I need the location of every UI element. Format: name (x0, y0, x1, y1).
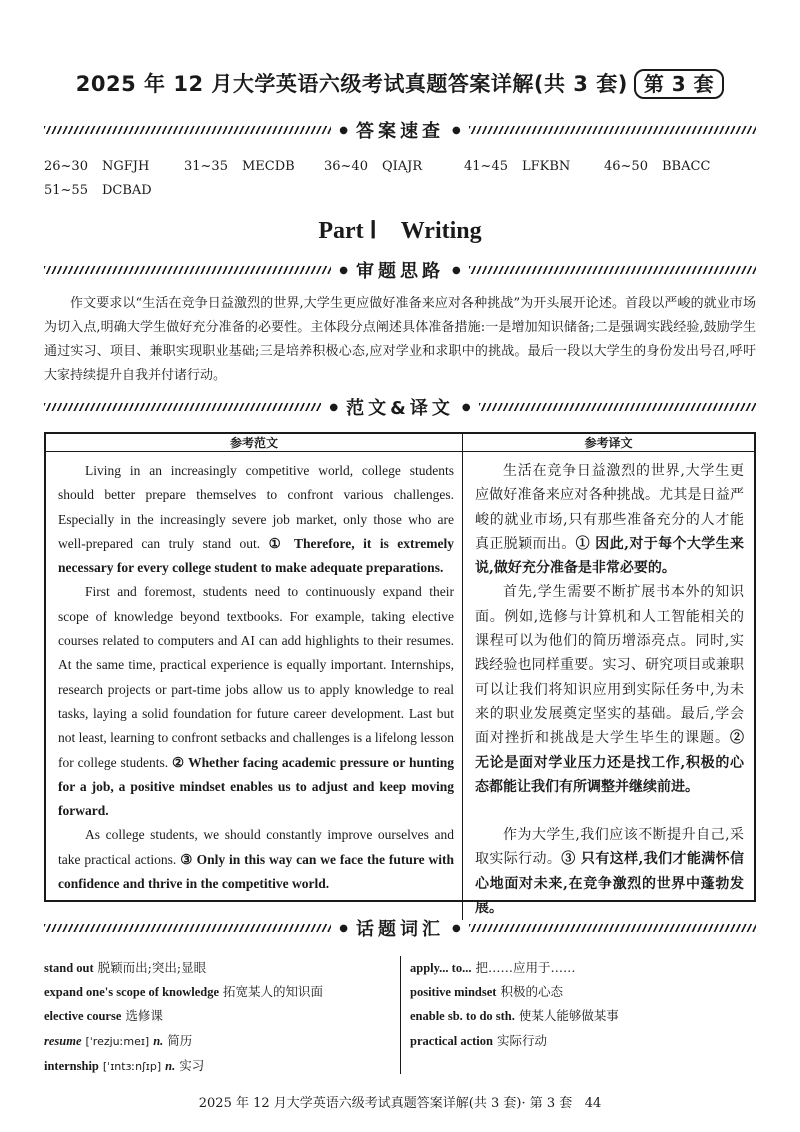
hatch-divider (44, 266, 331, 274)
vocab-item (44, 980, 399, 1004)
translation-paragraph-1 (475, 459, 744, 580)
vocab-phonetic: [ˈɪntɜːnʃɪp] (102, 1059, 162, 1073)
vocab-item (410, 1004, 756, 1028)
essay-text: Living in an increasingly competitive world, college students should better prepare themselves to confront various challenges. Especially in the increasingly severe job market, only those who are well-prepared can truly stand out. (58, 463, 454, 551)
answer-letters: NGFJH (102, 159, 150, 174)
essay-paragraph-2 (58, 580, 454, 823)
part-title: Part Ⅰ Writing (318, 218, 482, 244)
vocab-term: positive mindset (410, 985, 497, 1000)
answer-group (44, 155, 184, 179)
hatch-divider (469, 924, 756, 932)
section-header-essay (44, 395, 756, 419)
vocab-item (410, 956, 756, 980)
section-title-essay: 范文&译文 (346, 398, 454, 419)
vocab-meaning: 实际行动 (496, 1032, 547, 1048)
essay-table (44, 432, 756, 917)
vocab-item (44, 1029, 399, 1054)
highlight-translation-3: ③ 只有这样,我们才能满怀信心地面对未来,在竞争激烈的世界中蓬勃发展。 (475, 851, 745, 917)
answer-group (324, 155, 464, 179)
bullet-dot-icon: ● (452, 922, 461, 934)
vocab-meaning: 把……应用于…… (475, 960, 576, 975)
vocab-term: resume (44, 1033, 82, 1048)
answer-range: 46~50 (604, 159, 648, 174)
highlight-sentence-1: ① Therefore, it is extremely necessary for every college student to make adequate preparations. (58, 535, 455, 576)
page-footer (0, 1092, 800, 1111)
bullet-dot-icon: ● (452, 124, 461, 136)
essay-text: As college students, we should constantly improve ourselves and take practical actions. (58, 827, 454, 867)
vocab-meaning: 积极的心态 (500, 984, 563, 1000)
answer-range: 41~45 (464, 159, 508, 174)
translation-paragraph-3 (475, 823, 744, 920)
section-header-answers (44, 118, 756, 142)
vocab-meaning: 使某人能够做某事 (518, 1008, 619, 1024)
hatch-divider (44, 924, 331, 932)
vocab-item (410, 1029, 756, 1053)
vocab-divider (400, 956, 401, 1074)
bullet-dot-icon: ● (452, 264, 461, 276)
translation-paragraph-2 (475, 580, 744, 799)
footer-text: 2025 年 12 月大学英语六级考试真题答案详解(共 3 套)· 第 3 套 (198, 1096, 573, 1111)
vocab-term: practical action (410, 1033, 493, 1048)
bullet-dot-icon: ● (461, 401, 471, 413)
essay-text: First and foremost, students need to continuously expand their scope of knowledge beyond textbooks. For example, taking elective courses related to computers and AI can add highlights to their resumes. At the same time, practical experience is equally important. Internships, research projects or part-time jobs allow us to apply knowledge to real tasks, laying a solid foundation for future career development. Last but not least, learning to confront setbacks and challenges is a lifelong lesson for college students. (58, 584, 454, 770)
vocab-meaning: 实习 (179, 1057, 205, 1073)
vocab-term: internship (44, 1058, 99, 1073)
bullet-dot-icon: ● (339, 922, 348, 934)
vocab-pos: n. (165, 1058, 176, 1073)
vocab-term: elective course (44, 1009, 122, 1024)
vocab-meaning: 选修课 (125, 1008, 163, 1024)
section-title-analysis: 审题思路 (356, 261, 444, 282)
page-number: 44 (584, 1096, 602, 1111)
answer-group (604, 155, 744, 179)
translation-text: 生活在竞争日益激烈的世界,大学生更应做好准备来应对各种挑战。尤其是日益严峻的就业市场,只有那些准备充分的人才能真正脱颖而出。 (475, 463, 744, 552)
document-title: 2025 年 12 月大学英语六级考试真题答案详解(共 3 套) (75, 72, 628, 96)
table-body (46, 452, 754, 920)
answer-range: 26~30 (44, 159, 88, 174)
bullet-dot-icon: ● (329, 401, 339, 413)
vocab-item (44, 1004, 399, 1028)
vocab-meaning: 脱颖而出;突出;显眼 (97, 960, 207, 975)
highlight-translation-2: ② 无论是面对学业压力还是找工作,积极的心态都能让我们有所调整并继续前进。 (475, 730, 744, 795)
translation-text: 首先,学生需要不断扩展书本外的知识面。例如,选修与计算机和人工智能相关的课程可以为他们的简历增添亮点。同时,实践经验也同样重要。实习、研究项目或兼职可以让我们将知识应用到实际任务中,为未来的职业发展奠定坚实的基础。最后,学会面对挫折和挑战是大学生毕生的课题。 (475, 584, 744, 747)
translation-cell (463, 452, 754, 920)
vocab-meaning: 简历 (167, 1032, 193, 1048)
highlight-sentence-2: ② Whether facing academic pressure or hunting for a job, a positive mindset enables us to adjust and keep moving forward. (58, 754, 454, 819)
vocab-term: expand one's scope of knowledge (44, 985, 220, 1000)
section-title-answers: 答案速查 (356, 121, 444, 142)
vocab-list-left (44, 956, 399, 1079)
essay-paragraph-1 (58, 459, 454, 580)
hatch-divider (44, 126, 331, 134)
section-title-vocab: 话题词汇 (356, 919, 444, 940)
vocab-meaning: 拓宽某人的知识面 (223, 984, 324, 1000)
analysis-paragraph: 作文要求以“生活在竞争日益激烈的世界,大学生更应做好准备来应对各种挑战”为开头展开论述。首段以严峻的就业市场为切入点,明确大学生做好充分准备的必要性。主体段分点阐述具体准备措施:一是增加知识储备;二是强调实践经验,鼓励学生通过实习、项目、兼职实现职业基础;三是培养积极心态,应对学业和求职中的挑战。最后一段以大学生的身份发出号召,呼吁大家持续提升自我并付诸行动。 (44, 296, 756, 383)
answer-letters: QIAJR (382, 159, 423, 174)
answer-letters: BBACC (662, 159, 711, 174)
answer-range: 36~40 (324, 159, 368, 174)
answer-range: 31~35 (184, 159, 228, 174)
essay-paragraph-3 (58, 823, 454, 896)
bullet-dot-icon: ● (339, 124, 348, 136)
answer-letters: MECDB (242, 159, 295, 174)
vocab-item (410, 980, 756, 1004)
header-sample-essay: 参考范文 (46, 434, 463, 451)
answer-group (464, 155, 604, 179)
table-header-row (46, 434, 754, 452)
answer-group (184, 155, 324, 179)
highlight-translation-1: ① 因此,对于每个大学生来说,做好充分准备是非常必要的。 (475, 535, 744, 577)
answer-row (44, 155, 756, 179)
vocab-term: stand out (44, 961, 94, 975)
vocab-item (44, 1054, 399, 1079)
vocab-item (44, 956, 399, 980)
answer-group (44, 179, 184, 203)
translation-text: 作为大学生,我们应该不断提升自己,采取实际行动。 (475, 827, 744, 868)
set-badge: 第 3 套 (634, 69, 724, 99)
answer-row (44, 179, 756, 203)
highlight-sentence-3: ③ Only in this way can we face the future with confidence and thrive in the competitive world. (58, 851, 454, 892)
vocab-term: enable sb. to do sth. (410, 1009, 515, 1024)
answer-key (44, 155, 756, 203)
header-translation: 参考译文 (584, 436, 633, 450)
answer-range: 51~55 (44, 183, 88, 198)
vocab-term: apply... to... (410, 961, 472, 975)
page-title (0, 68, 800, 99)
hatch-divider (44, 403, 321, 411)
answer-letters: DCBAD (102, 183, 152, 198)
hatch-divider (469, 126, 756, 134)
hatch-divider (479, 403, 756, 411)
vocab-list-right (410, 956, 756, 1053)
sample-essay-cell (46, 452, 463, 920)
section-header-vocab (44, 916, 756, 940)
section-header-analysis (44, 258, 756, 282)
bullet-dot-icon: ● (339, 264, 348, 276)
vocab-phonetic: [ˈrezjuːmeɪ] (85, 1034, 150, 1048)
vocab-pos: n. (153, 1033, 164, 1048)
answer-letters: LFKBN (522, 159, 571, 174)
hatch-divider (469, 266, 756, 274)
